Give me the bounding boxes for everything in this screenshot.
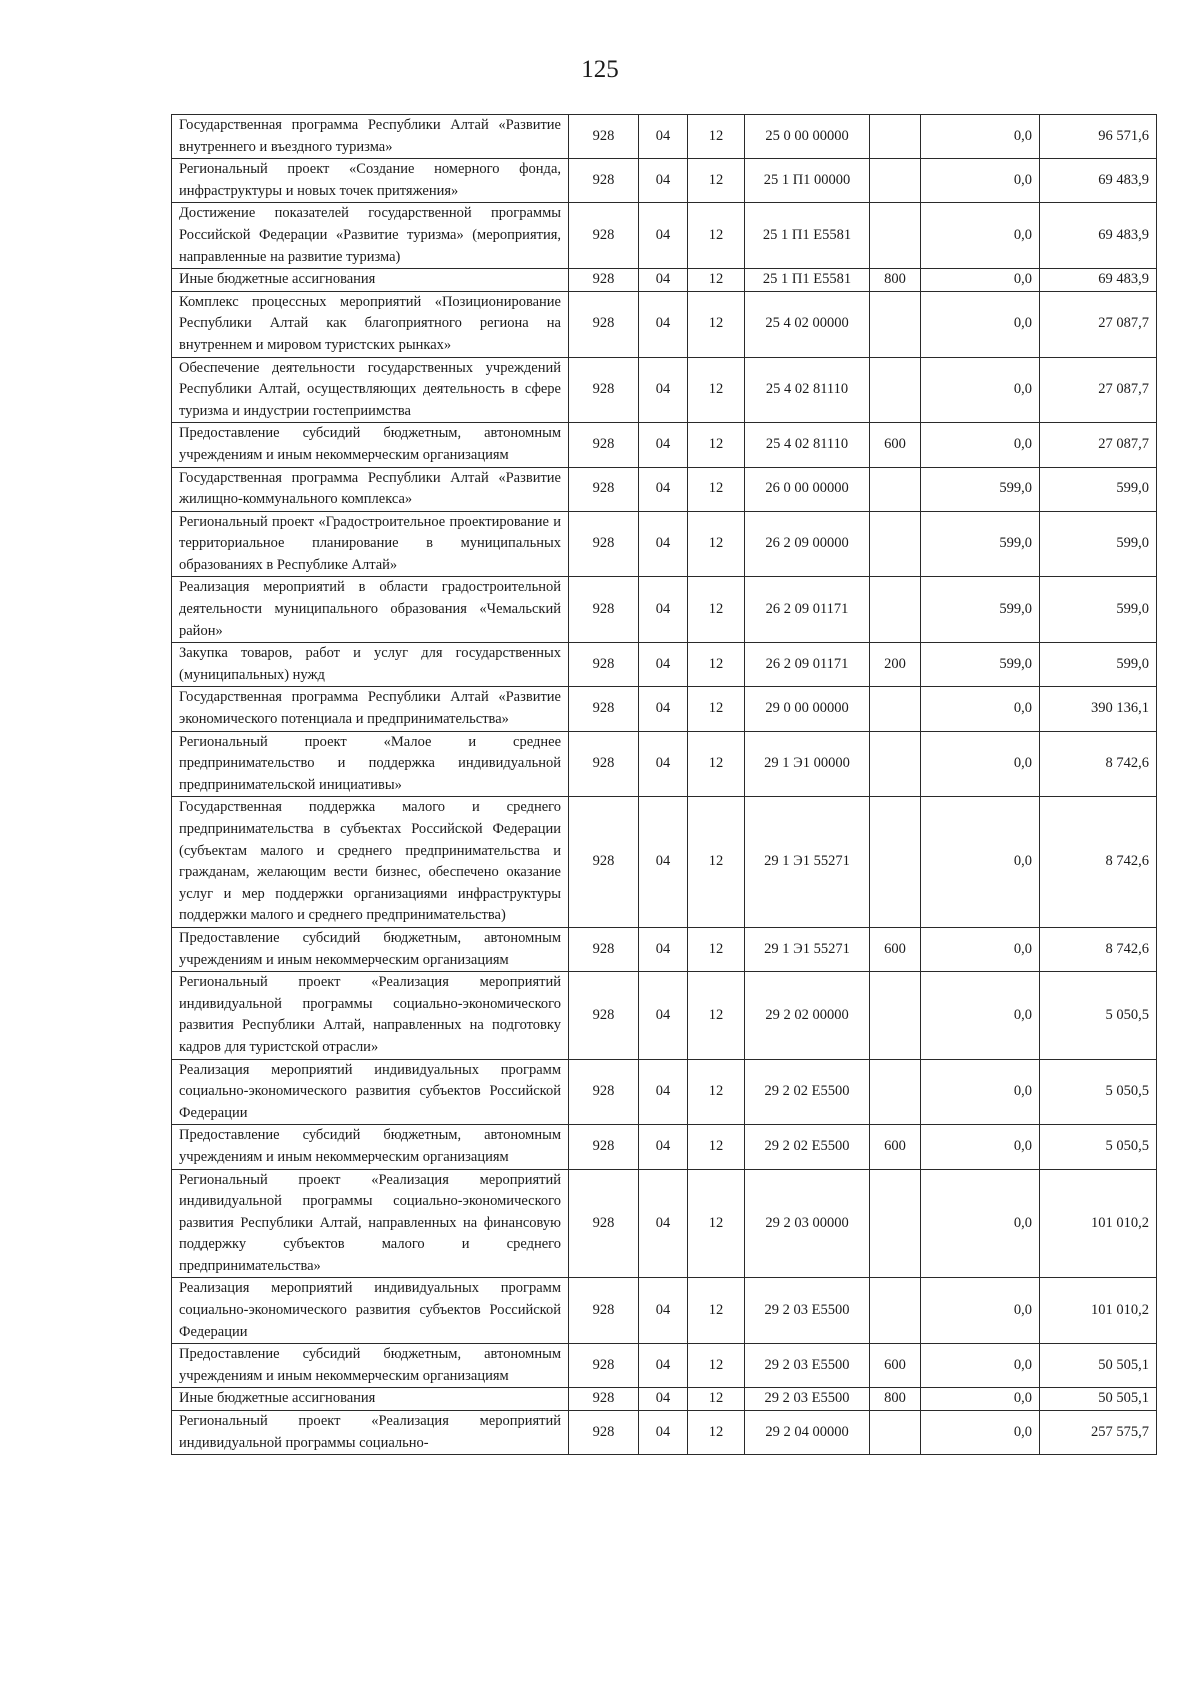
cell-ministry: 928 (569, 643, 639, 687)
cell-subsection: 12 (688, 643, 745, 687)
cell-subsection: 12 (688, 115, 745, 159)
cell-target-article: 29 2 03 Е5500 (745, 1278, 870, 1344)
cell-target-article: 25 4 02 00000 (745, 291, 870, 357)
cell-ministry: 928 (569, 159, 639, 203)
table-row (172, 511, 1157, 577)
cell-target-article: 29 0 00 00000 (745, 687, 870, 731)
cell-expense-type: 800 (870, 269, 921, 292)
cell-amount-1: 0,0 (921, 1125, 1040, 1169)
table-row (172, 687, 1157, 731)
cell-section: 04 (639, 797, 688, 928)
cell-section: 04 (639, 203, 688, 269)
cell-name: Региональный проект «Реализация мероприятий индивидуальной программы социально-экономического развития Республики Алтай, направленных на подготовку кадров для туристской отрасли» (172, 972, 569, 1059)
budget-table (171, 114, 1157, 1455)
cell-section: 04 (639, 1388, 688, 1411)
table-row (172, 291, 1157, 357)
cell-subsection: 12 (688, 1059, 745, 1125)
table-row (172, 577, 1157, 643)
cell-ministry: 928 (569, 423, 639, 467)
cell-amount-2: 27 087,7 (1040, 423, 1157, 467)
cell-subsection: 12 (688, 511, 745, 577)
cell-amount-2: 27 087,7 (1040, 291, 1157, 357)
cell-subsection: 12 (688, 1125, 745, 1169)
cell-ministry: 928 (569, 797, 639, 928)
cell-amount-2: 69 483,9 (1040, 269, 1157, 292)
cell-target-article: 29 1 Э1 55271 (745, 797, 870, 928)
cell-target-article: 25 1 П1 00000 (745, 159, 870, 203)
cell-expense-type (870, 1411, 921, 1455)
cell-expense-type: 200 (870, 643, 921, 687)
cell-name: Реализация мероприятий в области градостроительной деятельности муниципального образования «Чемальский район» (172, 577, 569, 643)
cell-amount-1: 0,0 (921, 731, 1040, 797)
cell-target-article: 25 0 00 00000 (745, 115, 870, 159)
cell-ministry: 928 (569, 269, 639, 292)
cell-amount-2: 8 742,6 (1040, 927, 1157, 971)
cell-target-article: 29 2 02 Е5500 (745, 1125, 870, 1169)
cell-section: 04 (639, 731, 688, 797)
cell-section: 04 (639, 643, 688, 687)
cell-expense-type (870, 291, 921, 357)
table-row (172, 269, 1157, 292)
cell-amount-2: 27 087,7 (1040, 357, 1157, 423)
cell-section: 04 (639, 1059, 688, 1125)
cell-amount-1: 0,0 (921, 687, 1040, 731)
cell-ministry: 928 (569, 467, 639, 511)
cell-name: Региональный проект «Малое и среднее предпринимательство и поддержка индивидуальной предпринимательской инициативы» (172, 731, 569, 797)
cell-name: Иные бюджетные ассигнования (172, 1388, 569, 1411)
cell-amount-1: 0,0 (921, 1411, 1040, 1455)
cell-amount-1: 599,0 (921, 577, 1040, 643)
cell-amount-1: 599,0 (921, 467, 1040, 511)
cell-section: 04 (639, 927, 688, 971)
cell-target-article: 26 2 09 01171 (745, 643, 870, 687)
cell-amount-1: 0,0 (921, 797, 1040, 928)
cell-target-article: 29 1 Э1 55271 (745, 927, 870, 971)
cell-amount-1: 599,0 (921, 511, 1040, 577)
cell-name: Региональный проект «Реализация мероприятий индивидуальной программы социально-экономического развития Республики Алтай, направленных на финансовую поддержку субъектов малого и среднего предпринимательства» (172, 1169, 569, 1278)
cell-subsection: 12 (688, 357, 745, 423)
cell-amount-1: 0,0 (921, 423, 1040, 467)
cell-name: Комплекс процессных мероприятий «Позиционирование Республики Алтай как благоприятного региона на внутреннем и мировом туристских рынках» (172, 291, 569, 357)
cell-amount-2: 5 050,5 (1040, 972, 1157, 1059)
cell-target-article: 25 1 П1 Е5581 (745, 269, 870, 292)
cell-section: 04 (639, 357, 688, 423)
cell-subsection: 12 (688, 423, 745, 467)
cell-subsection: 12 (688, 291, 745, 357)
cell-ministry: 928 (569, 927, 639, 971)
cell-name: Предоставление субсидий бюджетным, автономным учреждениям и иным некоммерческим организациям (172, 1125, 569, 1169)
cell-name: Закупка товаров, работ и услуг для государственных (муниципальных) нужд (172, 643, 569, 687)
cell-section: 04 (639, 269, 688, 292)
cell-subsection: 12 (688, 797, 745, 928)
cell-amount-2: 599,0 (1040, 511, 1157, 577)
table-row (172, 203, 1157, 269)
cell-target-article: 25 1 П1 Е5581 (745, 203, 870, 269)
table-row (172, 972, 1157, 1059)
cell-name: Региональный проект «Создание номерного фонда, инфраструктуры и новых точек притяжения» (172, 159, 569, 203)
cell-subsection: 12 (688, 159, 745, 203)
cell-target-article: 26 2 09 01171 (745, 577, 870, 643)
cell-subsection: 12 (688, 1411, 745, 1455)
table-row (172, 1388, 1157, 1411)
cell-amount-1: 0,0 (921, 1344, 1040, 1388)
cell-subsection: 12 (688, 269, 745, 292)
cell-amount-2: 8 742,6 (1040, 797, 1157, 928)
cell-ministry: 928 (569, 687, 639, 731)
table-row (172, 467, 1157, 511)
cell-target-article: 26 2 09 00000 (745, 511, 870, 577)
cell-amount-1: 0,0 (921, 927, 1040, 971)
cell-amount-2: 599,0 (1040, 643, 1157, 687)
cell-subsection: 12 (688, 927, 745, 971)
cell-amount-2: 69 483,9 (1040, 159, 1157, 203)
cell-expense-type (870, 115, 921, 159)
cell-section: 04 (639, 1125, 688, 1169)
cell-amount-2: 69 483,9 (1040, 203, 1157, 269)
cell-subsection: 12 (688, 1278, 745, 1344)
cell-ministry: 928 (569, 1125, 639, 1169)
cell-amount-1: 0,0 (921, 291, 1040, 357)
cell-expense-type: 600 (870, 423, 921, 467)
cell-amount-2: 101 010,2 (1040, 1169, 1157, 1278)
table-row (172, 643, 1157, 687)
cell-ministry: 928 (569, 1388, 639, 1411)
cell-ministry: 928 (569, 972, 639, 1059)
cell-amount-1: 0,0 (921, 357, 1040, 423)
cell-target-article: 29 2 02 Е5500 (745, 1059, 870, 1125)
table-row (172, 1278, 1157, 1344)
cell-expense-type (870, 797, 921, 928)
cell-name: Предоставление субсидий бюджетным, автономным учреждениям и иным некоммерческим организациям (172, 1344, 569, 1388)
table-row (172, 1344, 1157, 1388)
table-row (172, 423, 1157, 467)
cell-target-article: 25 4 02 81110 (745, 357, 870, 423)
cell-subsection: 12 (688, 1344, 745, 1388)
table-row (172, 927, 1157, 971)
cell-expense-type (870, 687, 921, 731)
cell-subsection: 12 (688, 972, 745, 1059)
table-row (172, 1125, 1157, 1169)
table-row (172, 1411, 1157, 1455)
cell-section: 04 (639, 687, 688, 731)
cell-ministry: 928 (569, 357, 639, 423)
table-row (172, 115, 1157, 159)
cell-name: Предоставление субсидий бюджетным, автономным учреждениям и иным некоммерческим организациям (172, 423, 569, 467)
cell-amount-2: 50 505,1 (1040, 1388, 1157, 1411)
cell-expense-type (870, 159, 921, 203)
cell-ministry: 928 (569, 511, 639, 577)
table-row (172, 1059, 1157, 1125)
cell-section: 04 (639, 1169, 688, 1278)
cell-name: Реализация мероприятий индивидуальных программ социально-экономического развития субъектов Российской Федерации (172, 1278, 569, 1344)
cell-amount-2: 5 050,5 (1040, 1125, 1157, 1169)
cell-name: Государственная программа Республики Алтай «Развитие экономического потенциала и предпринимательства» (172, 687, 569, 731)
cell-section: 04 (639, 159, 688, 203)
cell-target-article: 29 2 04 00000 (745, 1411, 870, 1455)
cell-section: 04 (639, 1411, 688, 1455)
cell-amount-1: 0,0 (921, 1278, 1040, 1344)
cell-section: 04 (639, 423, 688, 467)
table-row (172, 797, 1157, 928)
cell-amount-1: 599,0 (921, 643, 1040, 687)
cell-ministry: 928 (569, 577, 639, 643)
cell-name: Иные бюджетные ассигнования (172, 269, 569, 292)
cell-section: 04 (639, 1344, 688, 1388)
table-row (172, 357, 1157, 423)
cell-target-article: 29 2 03 00000 (745, 1169, 870, 1278)
cell-subsection: 12 (688, 577, 745, 643)
cell-name: Предоставление субсидий бюджетным, автономным учреждениям и иным некоммерческим организациям (172, 927, 569, 971)
cell-expense-type (870, 972, 921, 1059)
cell-subsection: 12 (688, 203, 745, 269)
cell-ministry: 928 (569, 1278, 639, 1344)
cell-expense-type (870, 511, 921, 577)
cell-subsection: 12 (688, 467, 745, 511)
cell-target-article: 29 2 03 Е5500 (745, 1344, 870, 1388)
cell-section: 04 (639, 115, 688, 159)
table-row (172, 1169, 1157, 1278)
cell-amount-2: 390 136,1 (1040, 687, 1157, 731)
cell-ministry: 928 (569, 1411, 639, 1455)
cell-name: Обеспечение деятельности государственных учреждений Республики Алтай, осуществляющих деятельность в сфере туризма и индустрии гостеприимства (172, 357, 569, 423)
cell-name: Региональный проект «Градостроительное проектирование и территориальное планирование в муниципальных образованиях в Республике Алтай» (172, 511, 569, 577)
page-number: 125 (581, 56, 619, 83)
cell-name: Государственная программа Республики Алтай «Развитие внутреннего и въездного туризма» (172, 115, 569, 159)
cell-target-article: 29 1 Э1 00000 (745, 731, 870, 797)
cell-amount-2: 599,0 (1040, 467, 1157, 511)
cell-target-article: 29 2 02 00000 (745, 972, 870, 1059)
cell-section: 04 (639, 577, 688, 643)
cell-ministry: 928 (569, 203, 639, 269)
cell-subsection: 12 (688, 687, 745, 731)
cell-amount-1: 0,0 (921, 1059, 1040, 1125)
cell-amount-1: 0,0 (921, 1388, 1040, 1411)
cell-name: Реализация мероприятий индивидуальных программ социально-экономического развития субъектов Российской Федерации (172, 1059, 569, 1125)
cell-name: Региональный проект «Реализация мероприятий индивидуальной программы социально- (172, 1411, 569, 1455)
cell-amount-2: 101 010,2 (1040, 1278, 1157, 1344)
cell-amount-2: 257 575,7 (1040, 1411, 1157, 1455)
cell-subsection: 12 (688, 1388, 745, 1411)
cell-amount-1: 0,0 (921, 972, 1040, 1059)
cell-expense-type (870, 1059, 921, 1125)
cell-expense-type (870, 577, 921, 643)
cell-section: 04 (639, 291, 688, 357)
cell-expense-type (870, 731, 921, 797)
cell-name: Государственная поддержка малого и среднего предпринимательства в субъектах Российской Федерации (субъектам малого и среднего предпринимательства и гражданам, желающим вести бизнес, обеспечено оказание услуг и мер поддержки организациями инфраструктуры поддержки малого и среднего предпринимательства) (172, 797, 569, 928)
cell-ministry: 928 (569, 1059, 639, 1125)
table-row (172, 159, 1157, 203)
cell-amount-2: 599,0 (1040, 577, 1157, 643)
cell-expense-type (870, 1278, 921, 1344)
table-body (172, 115, 1157, 1455)
cell-ministry: 928 (569, 731, 639, 797)
cell-amount-2: 5 050,5 (1040, 1059, 1157, 1125)
cell-section: 04 (639, 511, 688, 577)
cell-ministry: 928 (569, 1344, 639, 1388)
cell-expense-type (870, 1169, 921, 1278)
cell-amount-1: 0,0 (921, 159, 1040, 203)
cell-section: 04 (639, 972, 688, 1059)
cell-subsection: 12 (688, 731, 745, 797)
cell-amount-1: 0,0 (921, 115, 1040, 159)
cell-name: Достижение показателей государственной программы Российской Федерации «Развитие туризма» (мероприятия, направленные на развитие туризма) (172, 203, 569, 269)
cell-amount-2: 96 571,6 (1040, 115, 1157, 159)
cell-expense-type: 600 (870, 1344, 921, 1388)
cell-amount-1: 0,0 (921, 1169, 1040, 1278)
cell-target-article: 26 0 00 00000 (745, 467, 870, 511)
cell-expense-type (870, 203, 921, 269)
cell-target-article: 25 4 02 81110 (745, 423, 870, 467)
cell-amount-1: 0,0 (921, 269, 1040, 292)
cell-amount-1: 0,0 (921, 203, 1040, 269)
cell-ministry: 928 (569, 1169, 639, 1278)
cell-expense-type: 800 (870, 1388, 921, 1411)
cell-amount-2: 8 742,6 (1040, 731, 1157, 797)
cell-name: Государственная программа Республики Алтай «Развитие жилищно-коммунального комплекса» (172, 467, 569, 511)
cell-subsection: 12 (688, 1169, 745, 1278)
cell-section: 04 (639, 1278, 688, 1344)
cell-expense-type (870, 467, 921, 511)
cell-ministry: 928 (569, 291, 639, 357)
cell-expense-type (870, 357, 921, 423)
cell-amount-2: 50 505,1 (1040, 1344, 1157, 1388)
cell-section: 04 (639, 467, 688, 511)
cell-expense-type: 600 (870, 1125, 921, 1169)
cell-expense-type: 600 (870, 927, 921, 971)
cell-ministry: 928 (569, 115, 639, 159)
cell-target-article: 29 2 03 Е5500 (745, 1388, 870, 1411)
table-row (172, 731, 1157, 797)
